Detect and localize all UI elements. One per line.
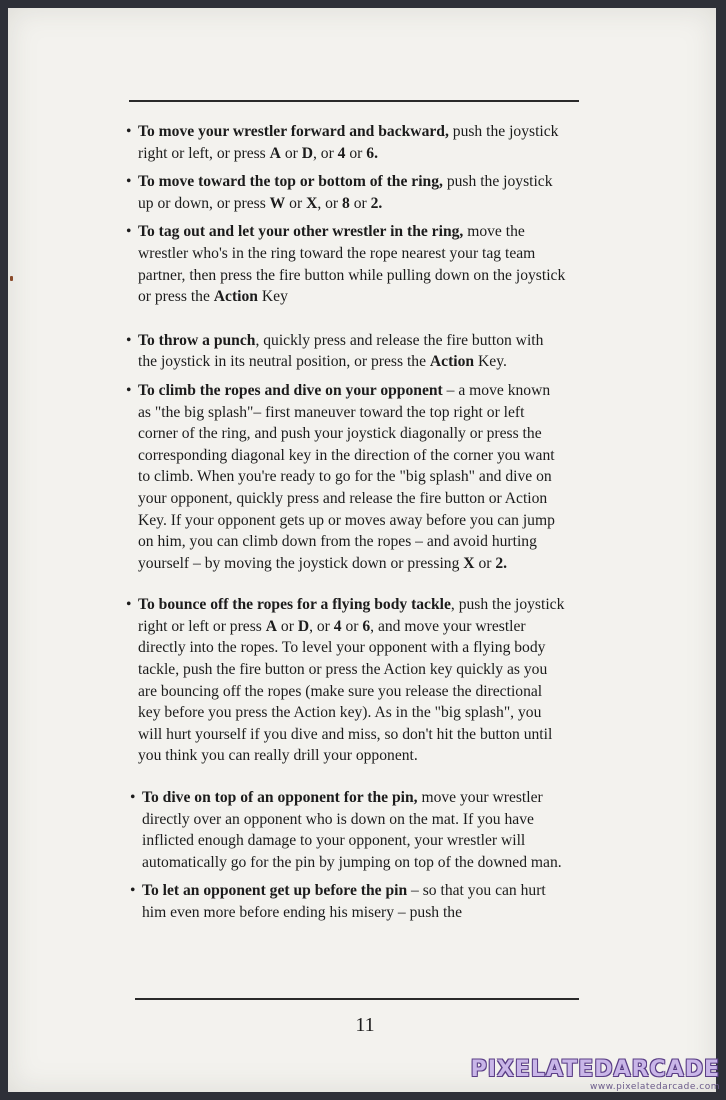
instruction-text: or (345, 144, 367, 162)
instruction-heading: To throw a punch (138, 331, 256, 349)
instruction-text: or (474, 554, 496, 572)
key-label: 4 (333, 617, 342, 635)
watermark-url: www.pixelatedarcade.com (589, 1082, 720, 1092)
instruction-text: or (285, 194, 307, 212)
instruction-item (126, 880, 566, 923)
key-label: D (301, 144, 313, 162)
instruction-text: push the joystick right or left, or press (138, 123, 559, 162)
instruction-item (126, 221, 566, 307)
top-rule (129, 100, 579, 102)
watermark-title: PIXELATEDARCADE (470, 1057, 720, 1082)
bullet-icon: • (130, 789, 136, 807)
key-label: Action (429, 353, 475, 371)
instruction-text: or (349, 194, 371, 212)
manual-page (8, 8, 716, 1092)
key-label: A (265, 617, 278, 635)
key-label: D (297, 617, 310, 635)
instruction-heading: To tag out and let your other wrestler in the ring, (138, 223, 464, 241)
key-label: 6 (362, 617, 371, 635)
bullet-icon: • (126, 173, 132, 191)
instruction-text: , or (317, 194, 343, 212)
instruction-heading: To let an opponent get up before the pin (142, 882, 408, 900)
key-label: X (306, 194, 318, 212)
instruction-text: move your wrestler directly over an opponent who is down on the mat. If you have inflicted enough damage to your opponent, your wrestler will automatically go for the pin by jumping on top of the downed man. (142, 789, 562, 871)
instruction-text: or (280, 144, 302, 162)
instruction-heading: To climb the ropes and dive on your opponent (138, 381, 443, 399)
bullet-icon: • (126, 123, 132, 140)
page-number: 11 (355, 1014, 375, 1036)
instruction-text: , push the joystick right or left or press (138, 596, 565, 635)
key-label: 8 (342, 194, 350, 212)
paper-speck (10, 276, 13, 281)
instruction-heading: To move toward the top or bottom of the ring, (138, 173, 443, 191)
bullet-icon: • (126, 596, 132, 614)
instruction-text: Key. (474, 353, 507, 371)
instruction-heading: To move your wrestler forward and backward, (138, 123, 449, 140)
bottom-rule (135, 998, 579, 1000)
key-label: 2. (370, 194, 383, 212)
instruction-text: , quickly press and release the fire button with the joystick in its neutral position, or press the (138, 331, 544, 371)
bullet-icon: • (130, 882, 136, 900)
key-label: X (463, 554, 475, 572)
key-label: 4 (337, 144, 346, 162)
instruction-text: , and move your wrestler directly into the ropes. To level your opponent with a flying body tackle, push the fire button or press the Action key quickly as you are bouncing off the ropes (make sure you release the directional key before you press the Action key). As in the "big splash", you will hurt yourself if you dive and miss, so don't hit the button until you think you can really drill your opponent. (138, 617, 553, 765)
key-label: 6. (366, 144, 378, 162)
key-label: A (269, 144, 281, 162)
key-label: Action (213, 288, 258, 306)
bullet-icon: • (126, 381, 132, 399)
instruction-text: – a move known as "the big splash"– first maneuver toward the top right or left corner of the ring, and push your joystick diagonally or press the corresponding diagonal key in the direction of the corner you want to climb. When you're ready to go for the "big splash" and dive on your opponent, quickly press and release the fire button or Action Key. If your opponent gets up or moves away before you can jump on him, you can climb down from the ropes – and avoid hurting yourself – by moving the joystick down or pressing (138, 381, 555, 572)
bullet-icon: • (126, 331, 132, 349)
instruction-list (126, 121, 566, 924)
instruction-item (126, 121, 566, 164)
watermark (471, 1058, 720, 1093)
instruction-text: , or (312, 144, 338, 162)
instruction-text: push the joystick up or down, or press (138, 173, 553, 212)
instruction-text: – so that you can hurt him even more before ending his misery – push the (142, 882, 546, 921)
instruction-item (126, 787, 566, 873)
key-label: 2. (495, 554, 508, 572)
instruction-heading: To dive on top of an opponent for the pin, (142, 789, 418, 807)
instruction-item (126, 171, 566, 214)
instruction-heading: To bounce off the ropes for a flying body tackle (138, 596, 451, 614)
instruction-item (126, 594, 566, 767)
instruction-text: , or (309, 617, 334, 635)
instruction-text: Key (257, 288, 288, 306)
instruction-text: or (341, 617, 363, 635)
instruction-item (126, 380, 566, 574)
bullet-icon: • (126, 223, 132, 241)
instruction-text: or (277, 617, 298, 635)
instruction-item (126, 330, 566, 373)
instruction-text: move the wrestler who's in the ring toward the rope nearest your tag team partner, then press the fire button while pulling down on the joystick or press the (138, 223, 566, 306)
key-label: W (269, 194, 286, 212)
